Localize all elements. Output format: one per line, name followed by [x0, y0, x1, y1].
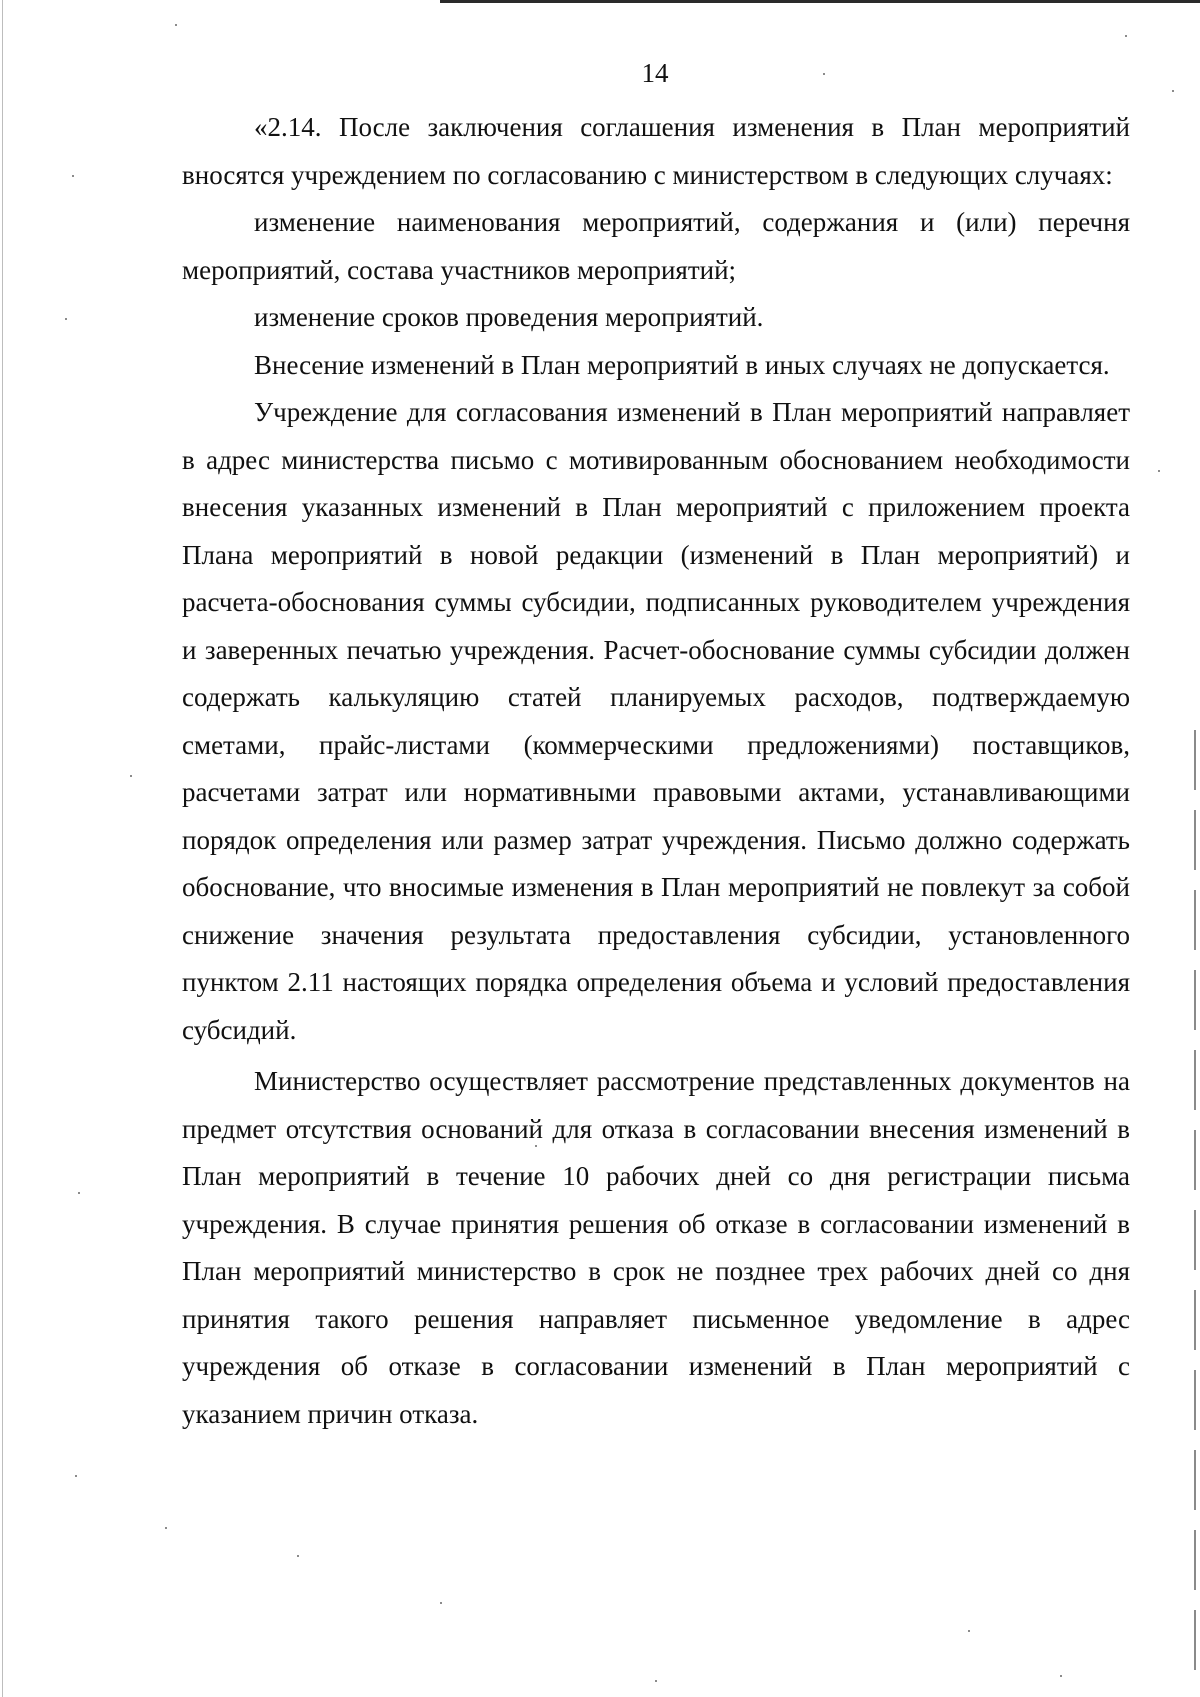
- document-body: [182, 104, 1130, 1438]
- page-number: 14: [641, 58, 669, 88]
- scan-speck: [65, 318, 67, 320]
- paragraph-ministry-review: Министерство осуществляет рассмотрение представленных документов на предмет отсутствия оснований для отказа в согласовании внесения изменений в План мероприятий в течение 10 рабочих дней со дня регистрации письма учреждения. В случае принятия решения об отказе в согласовании изменений в План мероприятий министерство в срок не позднее трех рабочих дней со дня принятия такого решения направляет письменное уведомление в адрес учреждения об отказе в согласовании изменений в План мероприятий с указанием причин отказа.: [182, 1066, 1130, 1429]
- scan-speck: [968, 1630, 970, 1632]
- scan-speck: [75, 1475, 77, 1477]
- paragraph-other-cases: Внесение изменений в План мероприятий в иных случаях не допускается.: [254, 349, 1110, 380]
- scan-edge-right: [1194, 730, 1196, 1690]
- scan-speck: [72, 175, 74, 177]
- scan-speck: [1125, 35, 1127, 37]
- scan-speck: [440, 1602, 442, 1604]
- scan-speck: [1060, 1675, 1062, 1677]
- scan-edge-left: [2, 0, 3, 1697]
- paragraph-2-14-intro: «2.14. После заключения соглашения изменения в План мероприятий вносятся учреждением по согласованию с министерством в следующих случаях:: [182, 112, 1130, 190]
- paragraph-institution-letter: Учреждение для согласования изменений в План мероприятий направляет в адрес министерства письмо с мотивированным обоснованием необходимости внесения указанных изменений в План мероприятий с приложением проекта Плана мероприятий в новой редакции (изменений в План мероприятий) и расчета-обоснования суммы субсидии, подписанных руководителем учреждения и заверенных печатью учреждения. Расчет-обоснование суммы субсидии должен содержать калькуляцию статей планируемых расходов, подтверждаемую сметами, прайс-листами (коммерческими предложениями) поставщиков, расчетами затрат или нормативными правовыми актами, устанавливающими порядок определения или размер затрат учреждения. Письмо должно содержать обоснование, что вносимые изменения в План мероприятий не повлекут за собой снижение значения результата предоставления субсидии, установленного пунктом 2.11 настоящих порядка определения объема и условий предоставления субсидий.: [182, 397, 1130, 1045]
- scan-speck: [1158, 470, 1160, 472]
- paragraph-case-names: изменение наименования мероприятий, содержания и (или) перечня мероприятий, состава участников мероприятий;: [182, 207, 1130, 285]
- scan-speck: [535, 1145, 537, 1147]
- paragraph-case-dates: изменение сроков проведения мероприятий.: [254, 302, 764, 332]
- scan-speck: [78, 1192, 80, 1194]
- scan-edge-top: [440, 0, 1200, 3]
- scan-speck: [655, 1680, 657, 1682]
- scan-speck: [297, 1555, 299, 1557]
- scan-speck: [175, 24, 177, 26]
- scan-speck: [130, 775, 132, 777]
- scan-speck: [823, 73, 825, 75]
- scan-speck: [1172, 90, 1174, 92]
- scan-speck: [165, 1527, 167, 1529]
